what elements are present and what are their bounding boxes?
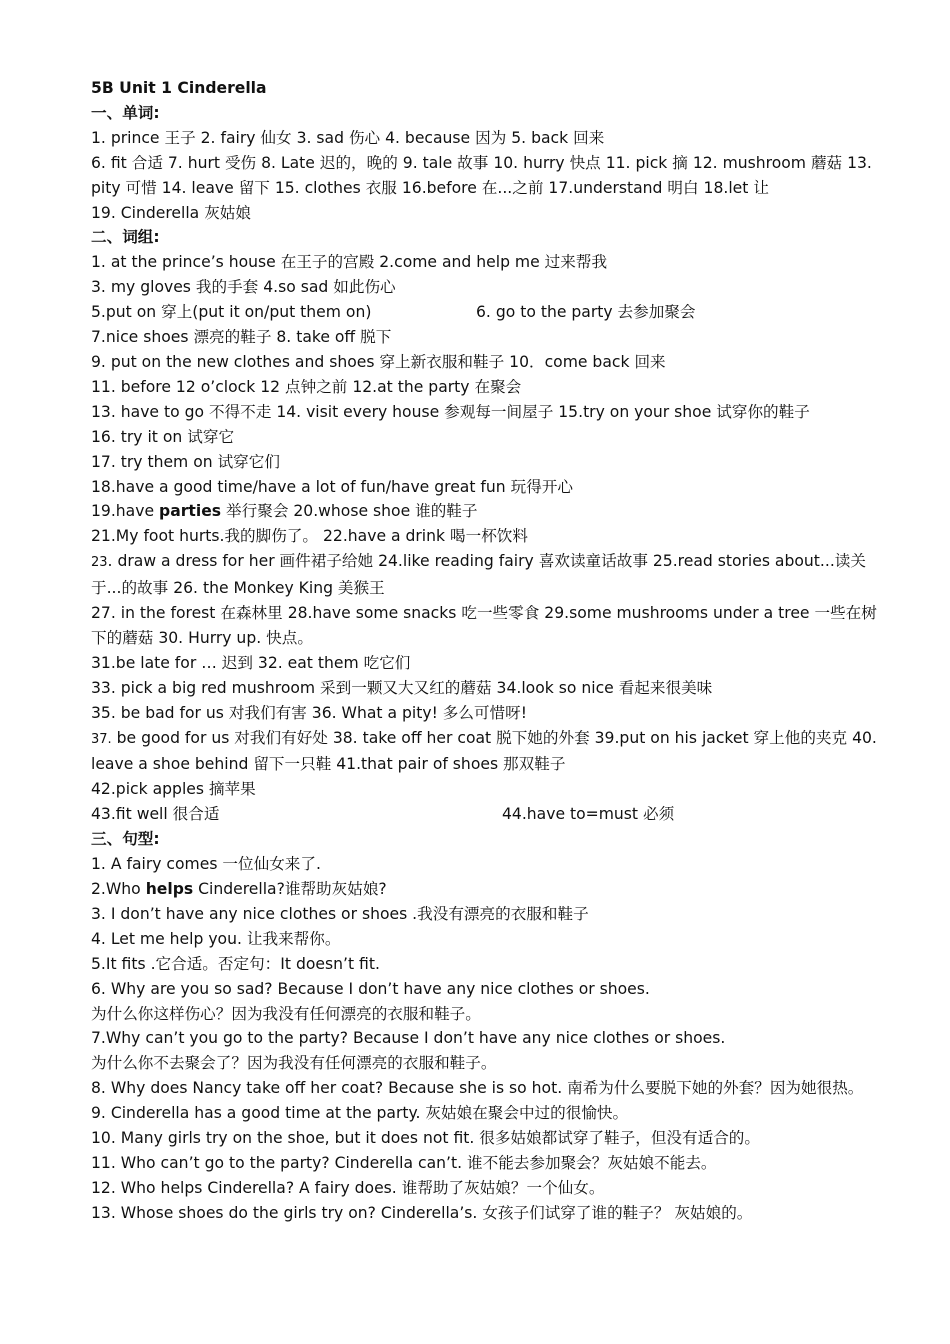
phrase-line-13-part-c: 喜欢 [538, 552, 570, 571]
phrase-line-3 [91, 300, 890, 325]
phrase-line-17: 35. be bad for us 对我们有害 36. What a pity! 多么可惜呀! [91, 703, 528, 722]
sentence-line-6: 6. Why are you so sad? Because I don’t have any nice clothes or shoes. [91, 979, 650, 998]
phrase-line-19 [91, 777, 890, 802]
sentence-line-3: 3. I don’t have any nice clothes or shoes .我没有漂亮的衣服和鞋子 [91, 904, 589, 923]
phrase-line-18-part-d: 有好处 38. take off her coat 脱下她的外套 39.put on his jacket 穿上他的夹克 40. leave a shoe behind 留下一只鞋 41.that pair of shoes [91, 728, 877, 774]
sentence-line-1: 1. A fairy comes 一位仙女来了. [91, 855, 321, 874]
phrase-line-18 [91, 726, 890, 778]
phrase-line-6: 11. before 12 o’clock 12 点钟之前 12.at the party 在聚会 [91, 377, 522, 396]
words-line-2-part-a: 6. fit 合适 7. hurt 受伤 8. Late [91, 153, 320, 172]
phrase-line-4: 7.nice shoes 漂亮的鞋子 8. take off 脱下 [91, 328, 392, 347]
document-title: 5B Unit 1 Cinderella [91, 79, 267, 97]
phrase-line-18-part-b: be good for us [111, 728, 235, 747]
phrase-line-11-bold: parties [159, 502, 222, 521]
phrase-line-16: 33. pick a big red mushroom 采到一颗又大又红的蘑菇 34.look so nice 看起来很美味 [91, 678, 713, 697]
sentence-line-5: 5.It fits .它合适。否定句：It doesn’t fit. [91, 954, 380, 973]
phrase-line-18-part-c: 对我们 [234, 728, 282, 747]
sentence-line-7: 7.Why can’t you go to the party? Because I don’t have any nice clothes or shoes. [91, 1029, 726, 1048]
phrase-line-3-part-b: 6. go to the party 去参加聚会 [476, 303, 696, 322]
section-heading-sentences: 三、句型: [91, 830, 160, 849]
phrase-line-9: 17. try them on 试穿它们 [91, 452, 280, 471]
phrase-line-10: 18.have a good time/have a lot of fun/have great fun 玩得开心 [91, 477, 574, 496]
phrase-line-18-number: 37. [91, 731, 112, 747]
words-line-2-part-b: 迟的，晚的 [319, 153, 398, 172]
words-line-3: 19. Cinderella 灰姑娘 [91, 203, 251, 222]
phrase-line-8: 16. try it on 试穿它 [91, 427, 235, 446]
phrase-line-13-number: 23 [91, 555, 108, 571]
phrase-line-19-part-b: 摘苹果 [208, 780, 256, 799]
phrase-line-19-part-a: 42.pick apples [91, 780, 209, 799]
phrase-line-11-part-c: 举行聚会 20.whose shoe 谁的鞋子 [221, 502, 478, 521]
sentence-line-6-translation: 为什么你这样伤心？因为我没有任何漂亮的衣服和鞋子。 [91, 1004, 481, 1023]
phrase-line-20-part-b: 很合适 [172, 805, 220, 824]
phrase-line-12: 21.My foot hurts.我的脚伤了。 22.have a drink 喝一杯饮料 [91, 527, 528, 546]
words-line-1: 1. prince 王子 2. fairy 仙女 3. sad 伤心 4. because 因为 5. back 回来 [91, 128, 605, 147]
sentence-line-2-part-a: 2.Who [91, 880, 146, 898]
sentence-line-10: 10. Many girls try on the shoe, but it does not fit. 很多姑娘都试穿了鞋子，但没有适合的。 [91, 1129, 760, 1148]
phrase-line-20-part-c: 44.have to=must [502, 805, 644, 824]
phrase-line-13 [91, 549, 890, 601]
sentence-line-2-bold: helps [145, 880, 194, 898]
phrase-line-14: 27. in the forest 在森林里 28.have some snacks 吃一些零食 29.some mushrooms under a tree 一些在树下的蘑菇 30. Hurry up. 快点。 [91, 604, 877, 647]
phrase-line-20-part-d: 必须 [643, 805, 675, 824]
phrase-line-20-left [91, 802, 502, 827]
phrase-line-13-part-d: 读童话故事 25.read stories about...读关于...的故事 26. the Monkey King 美猴王 [91, 552, 866, 598]
phrase-line-20 [91, 802, 890, 827]
phrase-line-15: 31.be late for … 迟到 32. eat them 吃它们 [91, 653, 411, 672]
section-heading-words: 一、单词: [91, 103, 160, 122]
sentence-line-11: 11. Who can’t go to the party? Cinderella can’t. 谁不能去参加聚会？灰姑娘不能去。 [91, 1153, 717, 1172]
phrase-line-20-part-a: 43.fit well [91, 805, 173, 824]
sentence-line-2 [91, 877, 890, 902]
sentence-line-9: 9. Cinderella has a good time at the party. 灰姑娘在聚会中过的很愉快。 [91, 1104, 629, 1123]
phrase-line-7: 13. have to go 不得不走 14. visit every house 参观每一间屋子 15.try on your shoe 试穿你的鞋子 [91, 402, 810, 421]
phrase-line-1: 1. at the prince’s house 在王子的宫殿 2.come and help me 过来帮我 [91, 253, 608, 272]
phrase-line-11-part-a: 19.have [91, 502, 160, 521]
phrase-line-13-part-b: . draw a dress for her 画件裙子给她 24.like reading fairy [107, 552, 539, 571]
sentence-line-4: 4. Let me help you. 让我来帮你。 [91, 929, 341, 948]
sentence-line-12: 12. Who helps Cinderella? A fairy does. 谁帮助了灰姑娘？一个仙女。 [91, 1178, 605, 1197]
sentence-line-2-part-c: Cinderella?谁帮助灰姑娘? [193, 880, 387, 898]
words-line-2-part-c: 9. tale 故事 10. hurry 快点 11. pick 摘 12. mushroom 蘑菇 13. pity 可惜 14. leave 留下 15. clothes 衣服 16.before 在...之前 17.understand 明白 18.let 让 [91, 153, 872, 197]
sentence-line-7-translation: 为什么你不去聚会了？因为我没有任何漂亮的衣服和鞋子。 [91, 1054, 497, 1073]
phrase-line-11 [91, 499, 890, 524]
phrase-line-18-part-e: 那双鞋子 [503, 755, 566, 774]
section-heading-phrases: 二、词组: [91, 228, 160, 247]
sentence-line-8: 8. Why does Nancy take off her coat? Because she is so hot. 南希为什么要脱下她的外套？因为她很热。 [91, 1079, 864, 1098]
phrase-line-3-part-a: 5.put on 穿上(put it on/put them on) [91, 303, 372, 322]
phrase-line-2: 3. my gloves 我的手套 4.so sad 如此伤心 [91, 278, 396, 297]
words-line-2 [91, 151, 890, 201]
sentence-line-13: 13. Whose shoes do the girls try on? Cinderella’s. 女孩子们试穿了谁的鞋子？ 灰姑娘的。 [91, 1203, 753, 1222]
phrase-line-5: 9. put on the new clothes and shoes 穿上新衣服和鞋子 10．come back 回来 [91, 352, 666, 371]
